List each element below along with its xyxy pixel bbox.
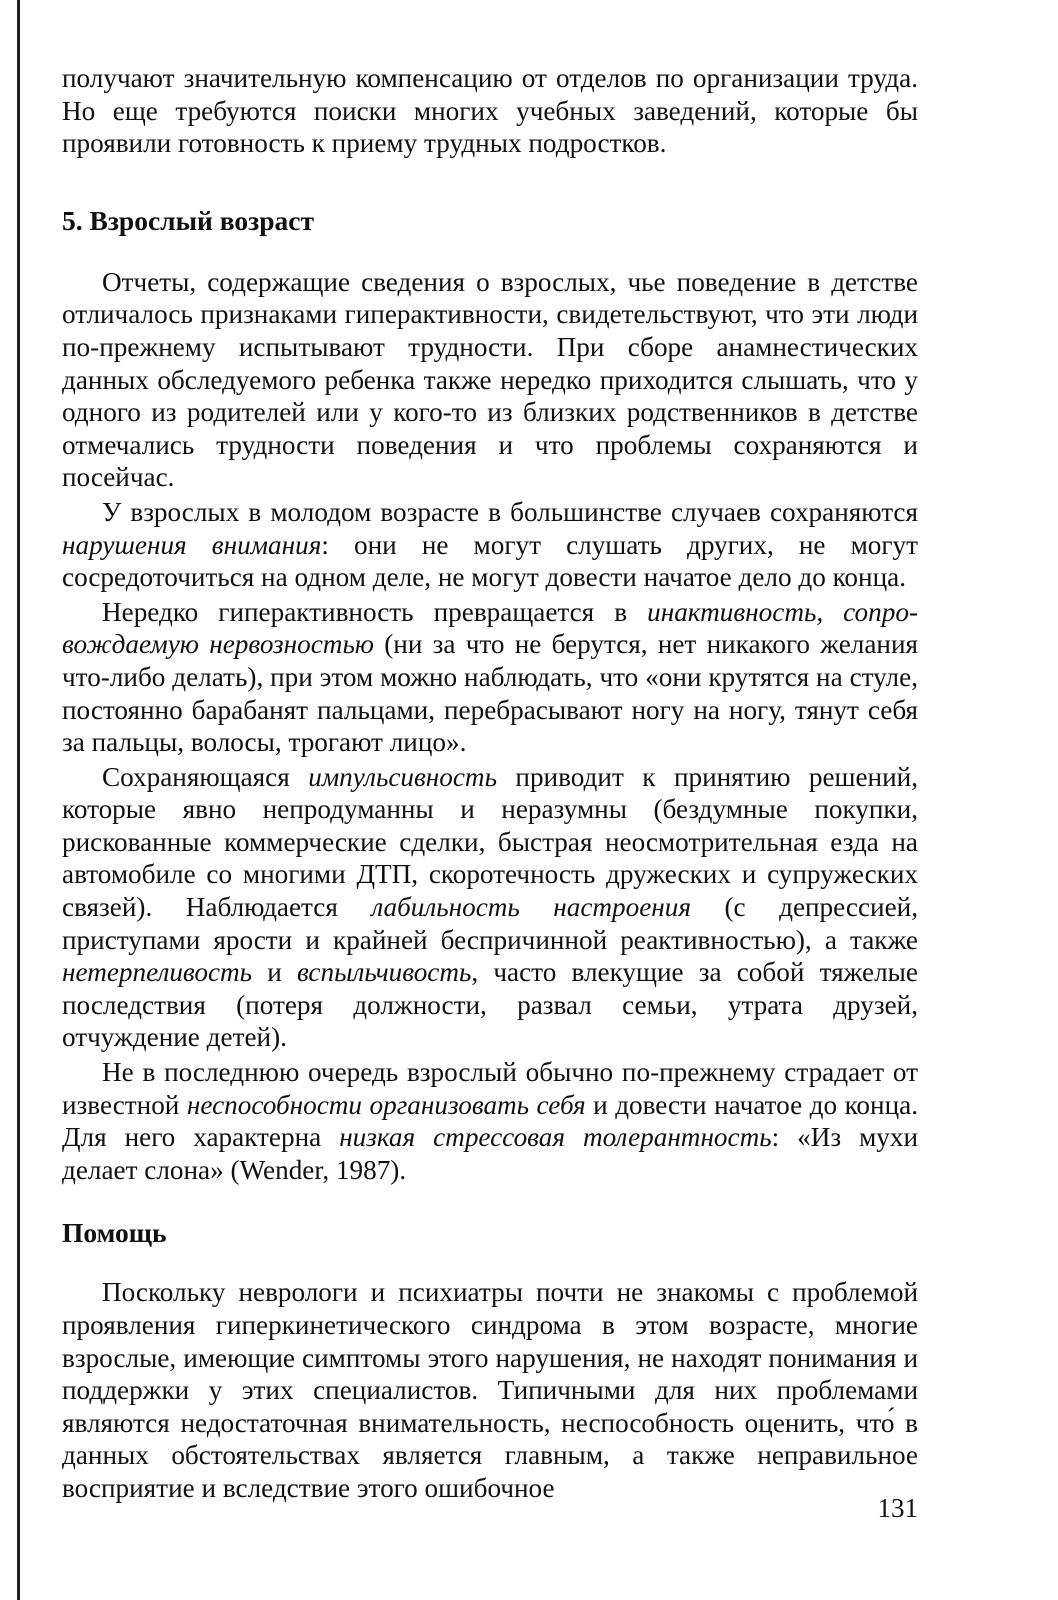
paragraph-self-organization [62, 1056, 918, 1186]
paragraph-text: : они не могут слушать других, не могут сосредоточиться на одном деле, не могут довести начатое дело до конца. [62, 529, 918, 593]
paragraph-help: Поскольку неврологи и психиатры почти не знакомы с проблемой проявления гиперкинетического синдрома в этом возрасте, многие взрослые, имеющие симптомы этого нарушения, не находят понимания и поддержки у этих специалистов. Типичными для них проблемами являются недостаточная внимательность, неспособность оценить, что́ в данных обстоятельствах является главным, а также неправильное восприятие и вследствие этого ошибочное [62, 1277, 918, 1503]
emphasis-term: нарушения внимания [62, 529, 322, 560]
section-heading: 5. Взрослый возраст [62, 204, 314, 236]
paragraph-text: У взрослых в молодом возрасте в большинстве случаев сохраняются [102, 496, 918, 527]
paragraph-text: Сохраняющаяся [102, 761, 309, 792]
emphasis-term: нетерпеливость [62, 957, 253, 988]
emphasis-term: импульсивность [308, 761, 497, 792]
paragraph-adult-reports: Отчеты, содержащие сведения о взрослых, чье поведение в детстве отличалось признаками гиперактивности, свидетельствуют, что эти люди по-прежнему испытывают трудности. При сборе анамнестических данных обследуемого ребенка также нередко приходится слышать, что у одного из родителей или у кого-то из близких родственников в детстве отмечались трудности поведения и что проблемы сохраняются и посейчас. [62, 266, 918, 493]
paragraph-text: (ни за что не берутся, нет никакого желания что-либо делать), при этом можно наблюдать, что «они крутятся на стуле, постоянно барабанят пальцами, перебрасывают ногу на ногу, тянут себя за пальцы, волосы, трогают лицо». [62, 629, 918, 758]
paragraph-text: и довести начатое до конца. Для него характерна [62, 1089, 918, 1153]
paragraph-inactivity [62, 596, 918, 759]
intro-paragraph: получают значительную компенсацию от отделов по организации труда. Но еще требуются поиски многих учебных заведений, которые бы проявили готовность к приему трудных подростков. [62, 63, 918, 159]
emphasis-term: неспособности организовать себя [186, 1089, 586, 1120]
paragraph-text: Нередко гиперактивность превращается в [102, 596, 648, 627]
emphasis-term: инактивность, сопровождаемую нервозностью [62, 596, 918, 660]
paragraph-impulsivity [62, 761, 918, 1054]
paragraph-attention [62, 496, 918, 594]
emphasis-term: низкая стрессовая толерантность [339, 1122, 772, 1153]
emphasis-term: вспыльчивость [296, 957, 472, 988]
book-page [62, 62, 918, 1507]
paragraph-text: и [252, 957, 297, 988]
paragraph-text: (с депрессией, приступами ярости и крайней беспричинной реактивностью), а также [62, 892, 918, 955]
page-number: 131 [877, 1493, 918, 1523]
subheading-help: Помощь [62, 1217, 167, 1249]
paragraph-text: приводит к принятию решений, которые явно непродуманны и неразумны (бездумные покупки, рискованные коммерческие сделки, быстрая неосмотрительная езда на автомобиле со многими ДТП, скоротечность дружеских и супружеских связей). Наблюдается [62, 761, 918, 923]
paragraph-text: : «Из мухи делает слона» (Wender, 1987). [62, 1122, 919, 1185]
emphasis-term: лабильность настроения [371, 892, 692, 923]
paragraph-text: , часто влекущие за собой тяжелые последствия (потеря должности, развал семьи, утрата друзей, отчуждение детей). [62, 957, 918, 1053]
page-binding-edge [17, 0, 20, 1600]
paragraph-text: Не в последнюю очередь взрослый обычно по-прежнему страдает от известной [62, 1057, 918, 1120]
